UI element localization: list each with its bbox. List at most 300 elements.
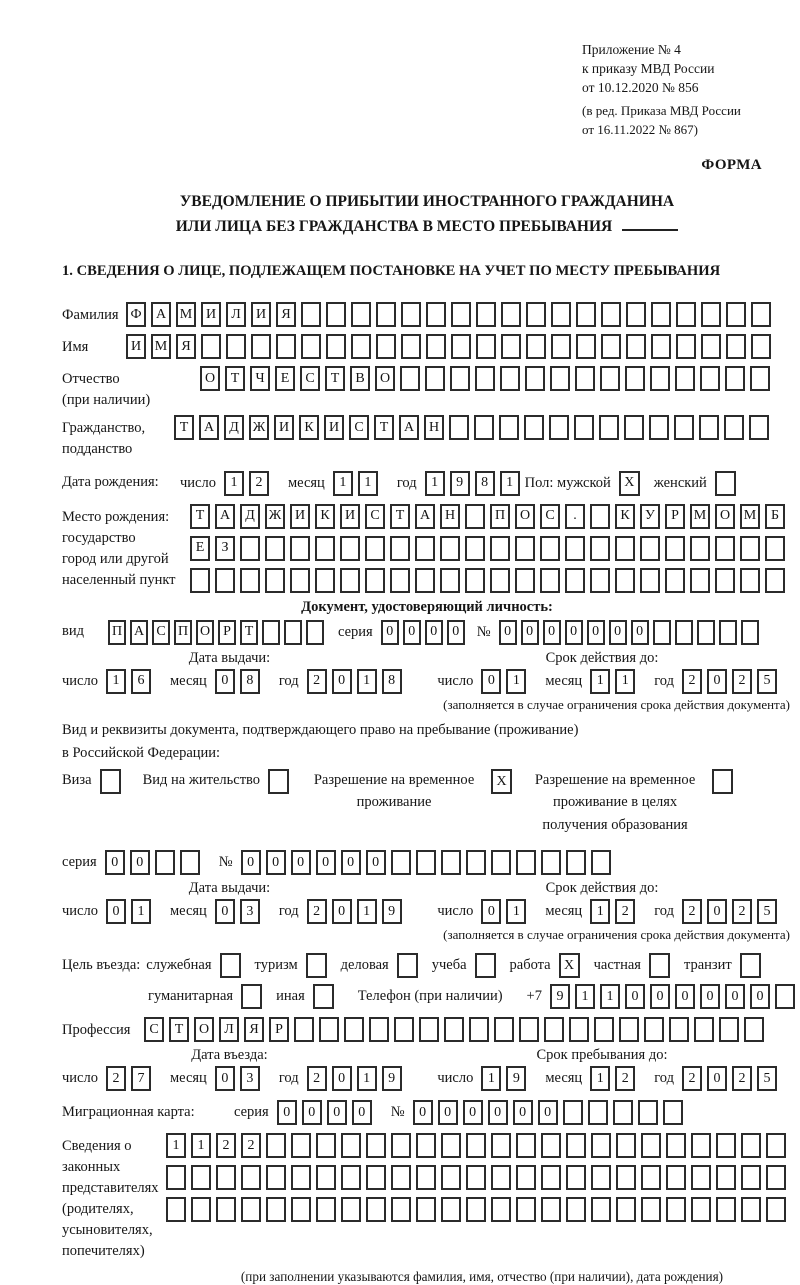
char-cell[interactable]	[616, 1133, 636, 1158]
char-cell[interactable]	[265, 568, 285, 593]
char-cell[interactable]	[440, 568, 460, 593]
char-cell[interactable]	[541, 850, 561, 875]
char-cell[interactable]: И	[126, 334, 146, 359]
char-cell[interactable]: 1	[506, 899, 526, 924]
char-cell[interactable]: Т	[174, 415, 194, 440]
char-cell[interactable]: 0	[381, 620, 399, 645]
char-cell[interactable]: 1	[600, 984, 620, 1009]
char-cell[interactable]: О	[196, 620, 214, 645]
char-cell[interactable]	[524, 415, 544, 440]
char-cell[interactable]	[215, 568, 235, 593]
char-cell[interactable]	[155, 850, 175, 875]
char-cell[interactable]: 0	[403, 620, 421, 645]
char-cell[interactable]: Т	[240, 620, 258, 645]
char-cell[interactable]	[515, 536, 535, 561]
char-cell[interactable]	[266, 1165, 286, 1190]
char-cell[interactable]: Т	[169, 1017, 189, 1042]
char-cell[interactable]: У	[640, 504, 660, 529]
char-cell[interactable]	[166, 1165, 186, 1190]
char-cell[interactable]: Л	[226, 302, 246, 327]
char-cell[interactable]	[450, 366, 470, 391]
char-cell[interactable]	[415, 568, 435, 593]
char-cell[interactable]	[716, 1165, 736, 1190]
char-cell[interactable]	[180, 850, 200, 875]
char-cell[interactable]	[574, 415, 594, 440]
char-cell[interactable]: 1	[224, 471, 244, 496]
char-cell[interactable]: 0	[675, 984, 695, 1009]
char-cell[interactable]: 0	[327, 1100, 347, 1125]
sex-male-checkbox[interactable]: X	[619, 471, 640, 496]
char-cell[interactable]: И	[251, 302, 271, 327]
char-cell[interactable]: 0	[463, 1100, 483, 1125]
char-cell[interactable]: О	[715, 504, 735, 529]
char-cell[interactable]: Д	[224, 415, 244, 440]
char-cell[interactable]: 0	[707, 1066, 727, 1091]
char-cell[interactable]	[626, 302, 646, 327]
char-cell[interactable]: Ф	[126, 302, 146, 327]
char-cell[interactable]	[326, 334, 346, 359]
char-cell[interactable]: 8	[382, 669, 402, 694]
char-cell[interactable]	[640, 536, 660, 561]
char-cell[interactable]: М	[151, 334, 171, 359]
char-cell[interactable]	[441, 1197, 461, 1222]
char-cell[interactable]	[540, 568, 560, 593]
char-cell[interactable]: В	[350, 366, 370, 391]
temp-residence-education-checkbox[interactable]	[712, 769, 733, 794]
char-cell[interactable]	[500, 366, 520, 391]
char-cell[interactable]	[616, 1197, 636, 1222]
char-cell[interactable]	[166, 1197, 186, 1222]
char-cell[interactable]: Т	[225, 366, 245, 391]
char-cell[interactable]	[441, 1165, 461, 1190]
char-cell[interactable]	[451, 334, 471, 359]
char-cell[interactable]: 2	[615, 1066, 635, 1091]
char-cell[interactable]: 6	[131, 669, 151, 694]
char-cell[interactable]: 2	[307, 899, 327, 924]
char-cell[interactable]: Л	[219, 1017, 239, 1042]
char-cell[interactable]	[569, 1017, 589, 1042]
char-cell[interactable]	[691, 1165, 711, 1190]
char-cell[interactable]	[401, 334, 421, 359]
char-cell[interactable]: 0	[277, 1100, 297, 1125]
char-cell[interactable]	[576, 334, 596, 359]
char-cell[interactable]	[766, 1197, 786, 1222]
char-cell[interactable]	[651, 334, 671, 359]
char-cell[interactable]: 0	[438, 1100, 458, 1125]
char-cell[interactable]: 0	[332, 1066, 352, 1091]
char-cell[interactable]: 9	[382, 1066, 402, 1091]
char-cell[interactable]	[391, 1165, 411, 1190]
char-cell[interactable]	[541, 1133, 561, 1158]
char-cell[interactable]	[719, 620, 737, 645]
char-cell[interactable]	[416, 850, 436, 875]
char-cell[interactable]	[216, 1165, 236, 1190]
char-cell[interactable]	[516, 1165, 536, 1190]
char-cell[interactable]	[544, 1017, 564, 1042]
char-cell[interactable]: С	[349, 415, 369, 440]
char-cell[interactable]	[191, 1165, 211, 1190]
char-cell[interactable]: 2	[732, 1066, 752, 1091]
char-cell[interactable]: И	[274, 415, 294, 440]
char-cell[interactable]	[690, 568, 710, 593]
char-cell[interactable]	[644, 1017, 664, 1042]
char-cell[interactable]	[599, 415, 619, 440]
char-cell[interactable]	[726, 302, 746, 327]
char-cell[interactable]	[566, 1165, 586, 1190]
char-cell[interactable]	[291, 1165, 311, 1190]
char-cell[interactable]: 1	[590, 899, 610, 924]
char-cell[interactable]	[291, 1197, 311, 1222]
char-cell[interactable]	[701, 334, 721, 359]
char-cell[interactable]	[691, 1197, 711, 1222]
char-cell[interactable]: 0	[413, 1100, 433, 1125]
char-cell[interactable]: Т	[325, 366, 345, 391]
char-cell[interactable]	[624, 415, 644, 440]
char-cell[interactable]	[465, 568, 485, 593]
char-cell[interactable]: 9	[382, 899, 402, 924]
char-cell[interactable]	[290, 568, 310, 593]
sex-female-checkbox[interactable]	[715, 471, 736, 496]
char-cell[interactable]	[344, 1017, 364, 1042]
char-cell[interactable]: 0	[105, 850, 125, 875]
char-cell[interactable]	[290, 536, 310, 561]
char-cell[interactable]	[475, 366, 495, 391]
char-cell[interactable]: Т	[390, 504, 410, 529]
char-cell[interactable]: К	[299, 415, 319, 440]
char-cell[interactable]	[563, 1100, 583, 1125]
char-cell[interactable]: 8	[240, 669, 260, 694]
purpose-business-checkbox[interactable]	[397, 953, 418, 978]
char-cell[interactable]	[566, 1197, 586, 1222]
char-cell[interactable]	[675, 620, 693, 645]
char-cell[interactable]	[541, 1165, 561, 1190]
char-cell[interactable]	[566, 1133, 586, 1158]
char-cell[interactable]	[676, 334, 696, 359]
char-cell[interactable]	[600, 366, 620, 391]
char-cell[interactable]: 2	[682, 1066, 702, 1091]
char-cell[interactable]	[626, 334, 646, 359]
char-cell[interactable]: 2	[241, 1133, 261, 1158]
char-cell[interactable]: С	[540, 504, 560, 529]
char-cell[interactable]	[476, 302, 496, 327]
char-cell[interactable]: А	[215, 504, 235, 529]
char-cell[interactable]	[515, 568, 535, 593]
char-cell[interactable]	[469, 1017, 489, 1042]
char-cell[interactable]: 0	[700, 984, 720, 1009]
char-cell[interactable]	[765, 536, 785, 561]
char-cell[interactable]	[716, 1133, 736, 1158]
char-cell[interactable]: 0	[341, 850, 361, 875]
char-cell[interactable]: 9	[506, 1066, 526, 1091]
char-cell[interactable]: 5	[757, 899, 777, 924]
char-cell[interactable]: О	[515, 504, 535, 529]
char-cell[interactable]	[365, 536, 385, 561]
char-cell[interactable]: Я	[244, 1017, 264, 1042]
char-cell[interactable]: 0	[625, 984, 645, 1009]
char-cell[interactable]	[699, 415, 719, 440]
char-cell[interactable]: 9	[550, 984, 570, 1009]
char-cell[interactable]	[666, 1133, 686, 1158]
char-cell[interactable]	[491, 1165, 511, 1190]
char-cell[interactable]	[315, 568, 335, 593]
char-cell[interactable]	[541, 1197, 561, 1222]
char-cell[interactable]	[351, 302, 371, 327]
char-cell[interactable]: Н	[424, 415, 444, 440]
char-cell[interactable]	[316, 1133, 336, 1158]
char-cell[interactable]: Я	[276, 302, 296, 327]
char-cell[interactable]: 0	[609, 620, 627, 645]
char-cell[interactable]	[216, 1197, 236, 1222]
char-cell[interactable]	[391, 850, 411, 875]
char-cell[interactable]: 5	[757, 669, 777, 694]
char-cell[interactable]	[669, 1017, 689, 1042]
char-cell[interactable]: 0	[650, 984, 670, 1009]
char-cell[interactable]	[741, 1165, 761, 1190]
char-cell[interactable]	[641, 1133, 661, 1158]
purpose-transit-checkbox[interactable]	[740, 953, 761, 978]
char-cell[interactable]: 0	[241, 850, 261, 875]
char-cell[interactable]	[426, 334, 446, 359]
char-cell[interactable]: 0	[707, 669, 727, 694]
char-cell[interactable]	[240, 568, 260, 593]
char-cell[interactable]	[294, 1017, 314, 1042]
char-cell[interactable]	[526, 302, 546, 327]
char-cell[interactable]	[640, 568, 660, 593]
char-cell[interactable]: О	[200, 366, 220, 391]
char-cell[interactable]	[449, 415, 469, 440]
purpose-humanitarian-checkbox[interactable]	[241, 984, 262, 1009]
char-cell[interactable]: К	[315, 504, 335, 529]
char-cell[interactable]: П	[108, 620, 126, 645]
purpose-other-checkbox[interactable]	[313, 984, 334, 1009]
char-cell[interactable]	[744, 1017, 764, 1042]
char-cell[interactable]: 0	[332, 669, 352, 694]
char-cell[interactable]: 5	[757, 1066, 777, 1091]
char-cell[interactable]: П	[174, 620, 192, 645]
char-cell[interactable]: Я	[176, 334, 196, 359]
char-cell[interactable]	[526, 334, 546, 359]
char-cell[interactable]	[276, 334, 296, 359]
char-cell[interactable]: Б	[765, 504, 785, 529]
char-cell[interactable]	[241, 1197, 261, 1222]
char-cell[interactable]	[491, 1197, 511, 1222]
char-cell[interactable]	[366, 1133, 386, 1158]
char-cell[interactable]	[441, 1133, 461, 1158]
char-cell[interactable]	[690, 536, 710, 561]
char-cell[interactable]	[594, 1017, 614, 1042]
char-cell[interactable]	[663, 1100, 683, 1125]
char-cell[interactable]	[638, 1100, 658, 1125]
char-cell[interactable]	[400, 366, 420, 391]
char-cell[interactable]	[766, 1133, 786, 1158]
char-cell[interactable]	[262, 620, 280, 645]
char-cell[interactable]	[444, 1017, 464, 1042]
char-cell[interactable]	[301, 334, 321, 359]
char-cell[interactable]: 1	[357, 899, 377, 924]
char-cell[interactable]	[565, 568, 585, 593]
char-cell[interactable]	[501, 334, 521, 359]
char-cell[interactable]	[415, 536, 435, 561]
char-cell[interactable]: 0	[352, 1100, 372, 1125]
char-cell[interactable]	[741, 1133, 761, 1158]
char-cell[interactable]	[516, 1133, 536, 1158]
char-cell[interactable]	[401, 302, 421, 327]
char-cell[interactable]	[491, 1133, 511, 1158]
char-cell[interactable]	[591, 1133, 611, 1158]
char-cell[interactable]: С	[152, 620, 170, 645]
char-cell[interactable]	[649, 415, 669, 440]
char-cell[interactable]: А	[415, 504, 435, 529]
temp-residence-checkbox[interactable]: X	[491, 769, 512, 794]
char-cell[interactable]	[625, 366, 645, 391]
char-cell[interactable]	[550, 366, 570, 391]
char-cell[interactable]	[575, 366, 595, 391]
char-cell[interactable]	[391, 1133, 411, 1158]
char-cell[interactable]	[201, 334, 221, 359]
char-cell[interactable]: Р	[269, 1017, 289, 1042]
char-cell[interactable]	[591, 850, 611, 875]
char-cell[interactable]: 0	[332, 899, 352, 924]
char-cell[interactable]	[466, 850, 486, 875]
char-cell[interactable]	[419, 1017, 439, 1042]
char-cell[interactable]	[306, 620, 324, 645]
char-cell[interactable]	[525, 366, 545, 391]
char-cell[interactable]: 0	[521, 620, 539, 645]
char-cell[interactable]: И	[290, 504, 310, 529]
char-cell[interactable]	[341, 1165, 361, 1190]
char-cell[interactable]	[675, 366, 695, 391]
char-cell[interactable]	[340, 568, 360, 593]
char-cell[interactable]: И	[201, 302, 221, 327]
char-cell[interactable]	[694, 1017, 714, 1042]
visa-checkbox[interactable]	[100, 769, 121, 794]
char-cell[interactable]	[751, 334, 771, 359]
char-cell[interactable]	[490, 536, 510, 561]
char-cell[interactable]	[315, 536, 335, 561]
char-cell[interactable]	[665, 568, 685, 593]
residence-permit-checkbox[interactable]	[268, 769, 289, 794]
char-cell[interactable]	[284, 620, 302, 645]
purpose-private-checkbox[interactable]	[649, 953, 670, 978]
char-cell[interactable]	[491, 850, 511, 875]
char-cell[interactable]: 2	[249, 471, 269, 496]
char-cell[interactable]: 0	[499, 620, 517, 645]
char-cell[interactable]	[391, 1197, 411, 1222]
char-cell[interactable]: З	[215, 536, 235, 561]
char-cell[interactable]: 3	[240, 1066, 260, 1091]
char-cell[interactable]	[519, 1017, 539, 1042]
char-cell[interactable]	[416, 1165, 436, 1190]
char-cell[interactable]	[666, 1165, 686, 1190]
char-cell[interactable]	[719, 1017, 739, 1042]
char-cell[interactable]	[665, 536, 685, 561]
char-cell[interactable]: 0	[266, 850, 286, 875]
char-cell[interactable]: 0	[481, 899, 501, 924]
char-cell[interactable]: 0	[565, 620, 583, 645]
char-cell[interactable]: А	[130, 620, 148, 645]
char-cell[interactable]	[251, 334, 271, 359]
char-cell[interactable]	[376, 302, 396, 327]
char-cell[interactable]: Т	[190, 504, 210, 529]
char-cell[interactable]	[775, 984, 795, 1009]
char-cell[interactable]: 1	[425, 471, 445, 496]
char-cell[interactable]	[701, 302, 721, 327]
char-cell[interactable]	[725, 366, 745, 391]
char-cell[interactable]	[724, 415, 744, 440]
char-cell[interactable]	[741, 620, 759, 645]
char-cell[interactable]: О	[194, 1017, 214, 1042]
char-cell[interactable]: Е	[190, 536, 210, 561]
char-cell[interactable]	[516, 1197, 536, 1222]
char-cell[interactable]	[466, 1197, 486, 1222]
char-cell[interactable]	[715, 568, 735, 593]
char-cell[interactable]	[369, 1017, 389, 1042]
char-cell[interactable]	[426, 302, 446, 327]
char-cell[interactable]	[474, 415, 494, 440]
char-cell[interactable]	[301, 302, 321, 327]
char-cell[interactable]: 1	[590, 1066, 610, 1091]
char-cell[interactable]	[674, 415, 694, 440]
char-cell[interactable]: 1	[333, 471, 353, 496]
char-cell[interactable]: 1	[506, 669, 526, 694]
char-cell[interactable]	[651, 302, 671, 327]
char-cell[interactable]: 0	[130, 850, 150, 875]
char-cell[interactable]: С	[300, 366, 320, 391]
char-cell[interactable]	[566, 850, 586, 875]
char-cell[interactable]: 2	[682, 899, 702, 924]
char-cell[interactable]: 0	[538, 1100, 558, 1125]
char-cell[interactable]	[191, 1197, 211, 1222]
char-cell[interactable]	[588, 1100, 608, 1125]
char-cell[interactable]: 2	[732, 669, 752, 694]
char-cell[interactable]: 1	[357, 1066, 377, 1091]
char-cell[interactable]: 1	[131, 899, 151, 924]
char-cell[interactable]: О	[375, 366, 395, 391]
char-cell[interactable]: 0	[366, 850, 386, 875]
char-cell[interactable]	[650, 366, 670, 391]
char-cell[interactable]: 0	[425, 620, 443, 645]
char-cell[interactable]	[376, 334, 396, 359]
char-cell[interactable]: Т	[374, 415, 394, 440]
char-cell[interactable]	[766, 1165, 786, 1190]
char-cell[interactable]	[465, 504, 485, 529]
char-cell[interactable]	[653, 620, 671, 645]
char-cell[interactable]	[740, 536, 760, 561]
char-cell[interactable]: 2	[682, 669, 702, 694]
char-cell[interactable]	[740, 568, 760, 593]
char-cell[interactable]: 2	[106, 1066, 126, 1091]
char-cell[interactable]: Р	[218, 620, 236, 645]
char-cell[interactable]	[226, 334, 246, 359]
char-cell[interactable]: 1	[575, 984, 595, 1009]
char-cell[interactable]	[565, 536, 585, 561]
char-cell[interactable]	[615, 536, 635, 561]
char-cell[interactable]	[366, 1197, 386, 1222]
char-cell[interactable]: 3	[240, 899, 260, 924]
char-cell[interactable]: 0	[447, 620, 465, 645]
char-cell[interactable]	[440, 536, 460, 561]
char-cell[interactable]	[490, 568, 510, 593]
char-cell[interactable]	[591, 1197, 611, 1222]
char-cell[interactable]: 0	[587, 620, 605, 645]
char-cell[interactable]: Д	[240, 504, 260, 529]
char-cell[interactable]	[601, 302, 621, 327]
char-cell[interactable]	[341, 1133, 361, 1158]
char-cell[interactable]	[551, 302, 571, 327]
char-cell[interactable]: А	[151, 302, 171, 327]
char-cell[interactable]: Е	[275, 366, 295, 391]
char-cell[interactable]	[516, 850, 536, 875]
